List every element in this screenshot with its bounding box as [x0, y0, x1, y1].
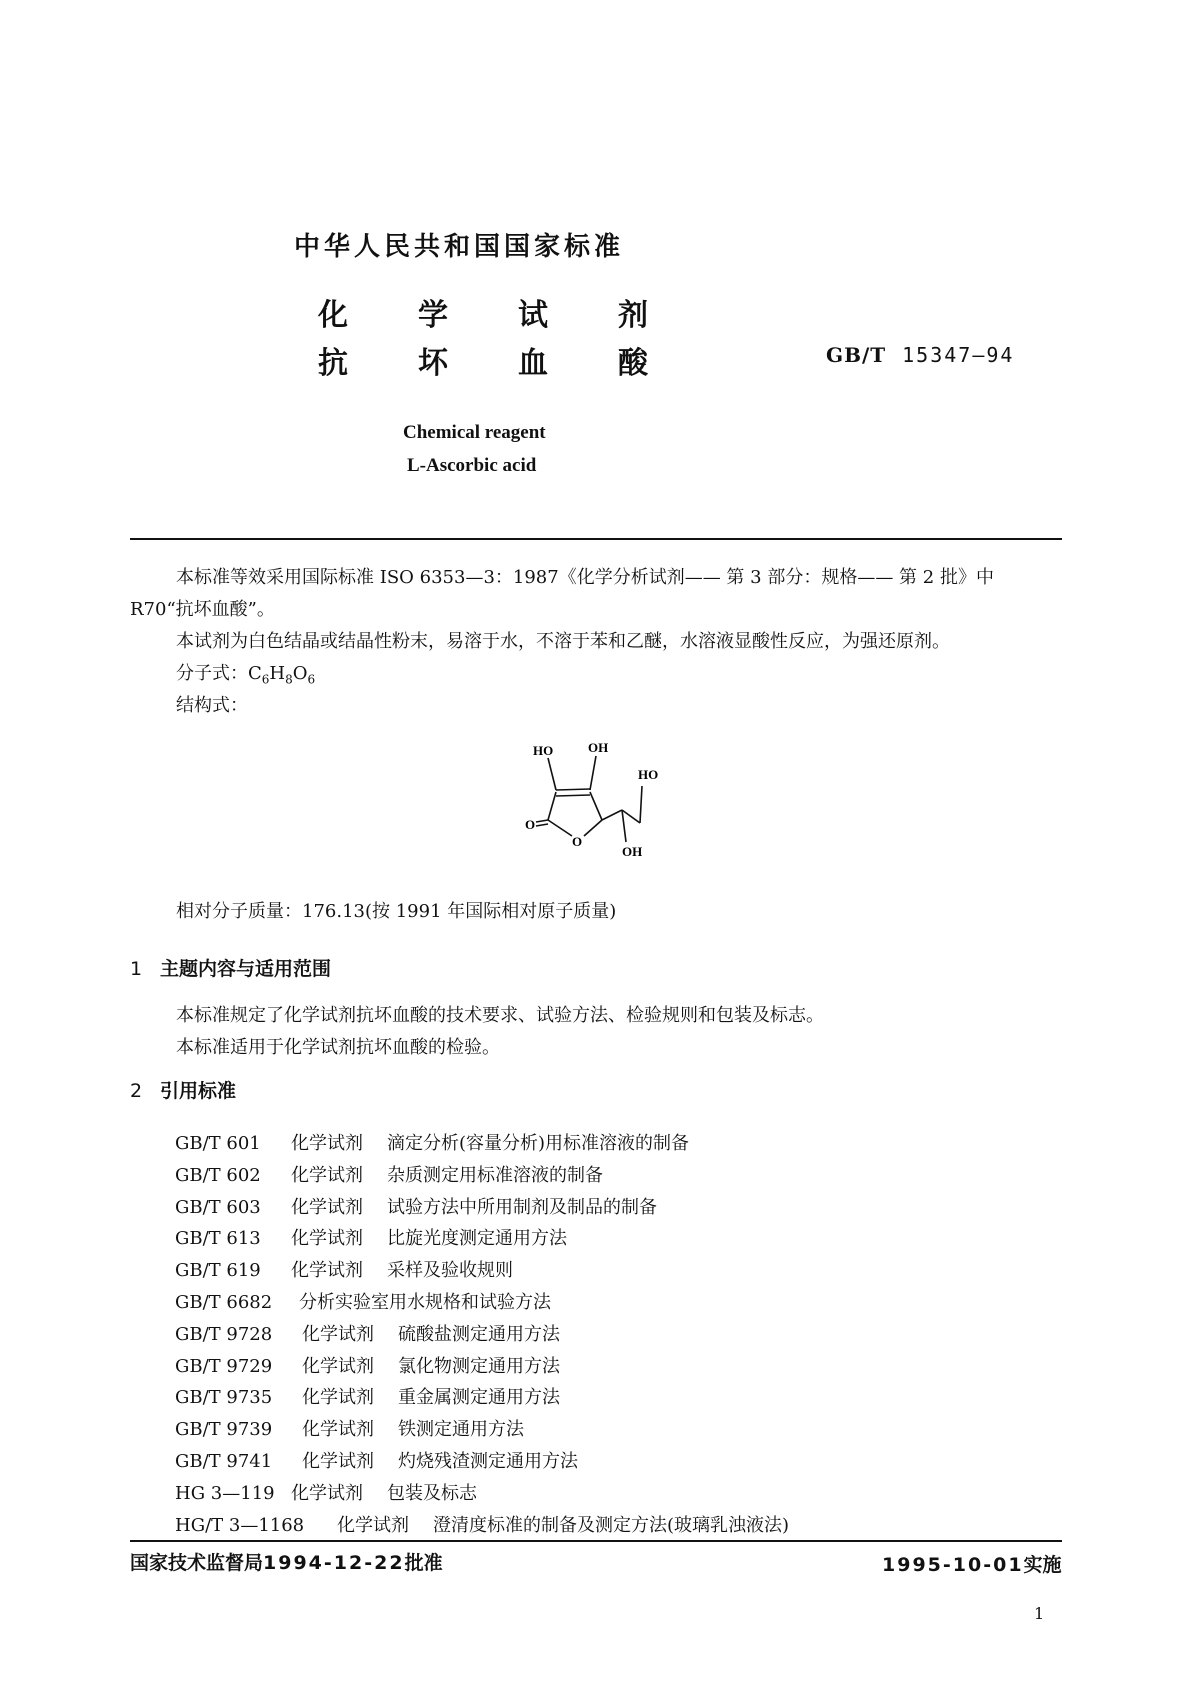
reference-code: GB/T 619 [175, 1260, 261, 1282]
reagent-description: 本试剂为白色结晶或结晶性粉末，易溶于水，不溶于苯和乙醚，水溶液显酸性反应，为强还原剂。 [176, 631, 950, 652]
reference-item [175, 1160, 789, 1192]
reference-title: 澄清度标准的制备及测定方法(玻璃乳浊液法) [433, 1514, 790, 1536]
section-title: 主题内容与适用范围 [160, 958, 332, 980]
reference-category: 化学试剂 [291, 1260, 363, 1282]
reference-category: 化学试剂 [302, 1323, 374, 1345]
formula-label: 分子式： [176, 663, 248, 684]
reference-category: 化学试剂 [291, 1133, 363, 1154]
adoption-statement-line1: 本标准等效采用国际标准 ISO 6353—3：1987《化学分析试剂—— 第 3 部分：规格—— 第 2 批》中 [176, 567, 994, 588]
reference-category: 化学试剂 [302, 1387, 374, 1409]
section-number: 2 [130, 1080, 143, 1102]
approval-suffix: 批准 [404, 1552, 443, 1574]
reference-item [175, 1478, 789, 1510]
formula-element: H [269, 663, 286, 684]
reference-category: 化学试剂 [291, 1228, 363, 1250]
referenced-standards-list [175, 1128, 789, 1541]
reference-title: 分析实验室用水规格和试验方法 [299, 1291, 551, 1313]
reference-code: GB/T 601 [175, 1133, 261, 1154]
title-chinese-line2 [318, 338, 718, 382]
reference-code: GB/T 9729 [175, 1355, 273, 1377]
reference-code: GB/T 6682 [175, 1291, 273, 1313]
reference-code: GB/T 602 [175, 1164, 261, 1186]
formula-subscript: 6 [307, 672, 316, 687]
reference-title: 采样及验收规则 [387, 1260, 513, 1282]
reference-category: 化学试剂 [291, 1196, 363, 1218]
reference-title: 杂质测定用标准溶液的制备 [387, 1164, 603, 1186]
header-divider [130, 538, 1062, 540]
title-char: 化 [318, 298, 348, 333]
formula-subscript: 6 [261, 672, 270, 687]
reference-title: 铁测定通用方法 [398, 1419, 524, 1441]
scope-paragraph: 本标准规定了化学试剂抗坏血酸的技术要求、试验方法、检验规则和包装及标志。 [176, 1005, 824, 1026]
structural-formula-diagram [510, 730, 680, 870]
english-title-line1: Chemical reagent [403, 422, 546, 443]
reference-title: 滴定分析(容量分析)用标准溶液的制备 [387, 1133, 690, 1154]
effective-suffix: 实施 [1023, 1554, 1062, 1576]
reference-code: GB/T 603 [175, 1196, 261, 1218]
reference-category: 化学试剂 [302, 1355, 374, 1377]
footer-divider [130, 1540, 1062, 1542]
title-char: 酸 [618, 346, 648, 381]
section-heading-references [130, 1076, 236, 1103]
reference-item [175, 1223, 789, 1255]
reference-item [175, 1510, 789, 1542]
standard-code: 15347—94 [902, 343, 1015, 367]
reference-title: 硫酸盐测定通用方法 [398, 1323, 560, 1345]
reference-item [175, 1255, 789, 1287]
reference-title: 重金属测定通用方法 [398, 1387, 560, 1409]
reference-item [175, 1319, 789, 1351]
reference-code: GB/T 9728 [175, 1323, 273, 1345]
approval-info [130, 1548, 443, 1575]
title-char: 抗 [318, 346, 348, 381]
national-standard-heading: 中华人民共和国国家标准 [294, 232, 625, 262]
atom-label-ho-left: HO [533, 743, 554, 758]
reference-code: GB/T 9735 [175, 1387, 273, 1409]
reference-title: 试验方法中所用制剂及制品的制备 [387, 1196, 657, 1218]
reference-item [175, 1128, 789, 1160]
reference-title: 包装及标志 [387, 1482, 477, 1504]
reference-category: 化学试剂 [291, 1482, 363, 1504]
adoption-statement-line2: R70“抗坏血酸”。 [130, 599, 275, 620]
standard-number [826, 343, 1014, 367]
reference-item [175, 1351, 789, 1383]
page-number: 1 [1034, 1604, 1045, 1623]
reference-category: 化学试剂 [302, 1450, 374, 1472]
section-number: 1 [130, 958, 143, 980]
reference-code: GB/T 9741 [175, 1450, 273, 1472]
reference-title: 灼烧残渣测定通用方法 [398, 1450, 578, 1472]
reference-category: 化学试剂 [337, 1514, 409, 1536]
approval-org: 国家技术监督局 [130, 1552, 264, 1574]
formula-element: C [248, 663, 262, 684]
approval-date: 1994-12-22 [263, 1552, 405, 1574]
title-char: 坏 [418, 346, 448, 381]
standard-prefix: GB/T [826, 343, 887, 367]
reference-item [175, 1414, 789, 1446]
atom-label-ring-o: O [572, 834, 583, 849]
reference-code: HG 3—119 [175, 1482, 275, 1504]
atom-label-ho-right: HO [638, 767, 659, 782]
reference-title: 氯化物测定通用方法 [398, 1355, 560, 1377]
reference-code: GB/T 9739 [175, 1419, 273, 1441]
reference-category: 化学试剂 [302, 1419, 374, 1441]
title-char: 剂 [618, 298, 648, 333]
structure-label: 结构式： [176, 695, 248, 716]
reference-item [175, 1192, 789, 1224]
title-chinese-line1 [318, 290, 718, 334]
title-char: 试 [518, 298, 548, 333]
relative-molecular-mass: 相对分子质量：176.13(按 1991 年国际相对原子质量) [176, 901, 617, 922]
reference-category: 化学试剂 [291, 1164, 363, 1186]
reference-item [175, 1287, 789, 1319]
english-title-line2: L-Ascorbic acid [407, 455, 537, 476]
molecular-formula [176, 662, 315, 692]
structure-bonds [536, 756, 642, 842]
reference-item [175, 1382, 789, 1414]
title-char: 血 [518, 346, 548, 381]
reference-code: GB/T 613 [175, 1228, 261, 1250]
atom-label-carbonyl-o: O [525, 817, 536, 832]
title-char: 学 [418, 298, 448, 333]
applicability-paragraph: 本标准适用于化学试剂抗坏血酸的检验。 [176, 1037, 500, 1058]
formula-element: O [292, 663, 308, 684]
reference-item [175, 1446, 789, 1478]
reference-code: HG/T 3—1168 [175, 1514, 305, 1536]
effective-info [882, 1550, 1062, 1577]
formula-subscript: 8 [285, 672, 293, 687]
effective-date: 1995-10-01 [882, 1554, 1024, 1576]
atom-label-oh-bottom: OH [622, 844, 643, 859]
reference-title: 比旋光度测定通用方法 [387, 1228, 567, 1250]
atom-label-oh-top: OH [588, 740, 609, 755]
section-heading-scope [130, 954, 331, 981]
section-title: 引用标准 [160, 1080, 237, 1102]
